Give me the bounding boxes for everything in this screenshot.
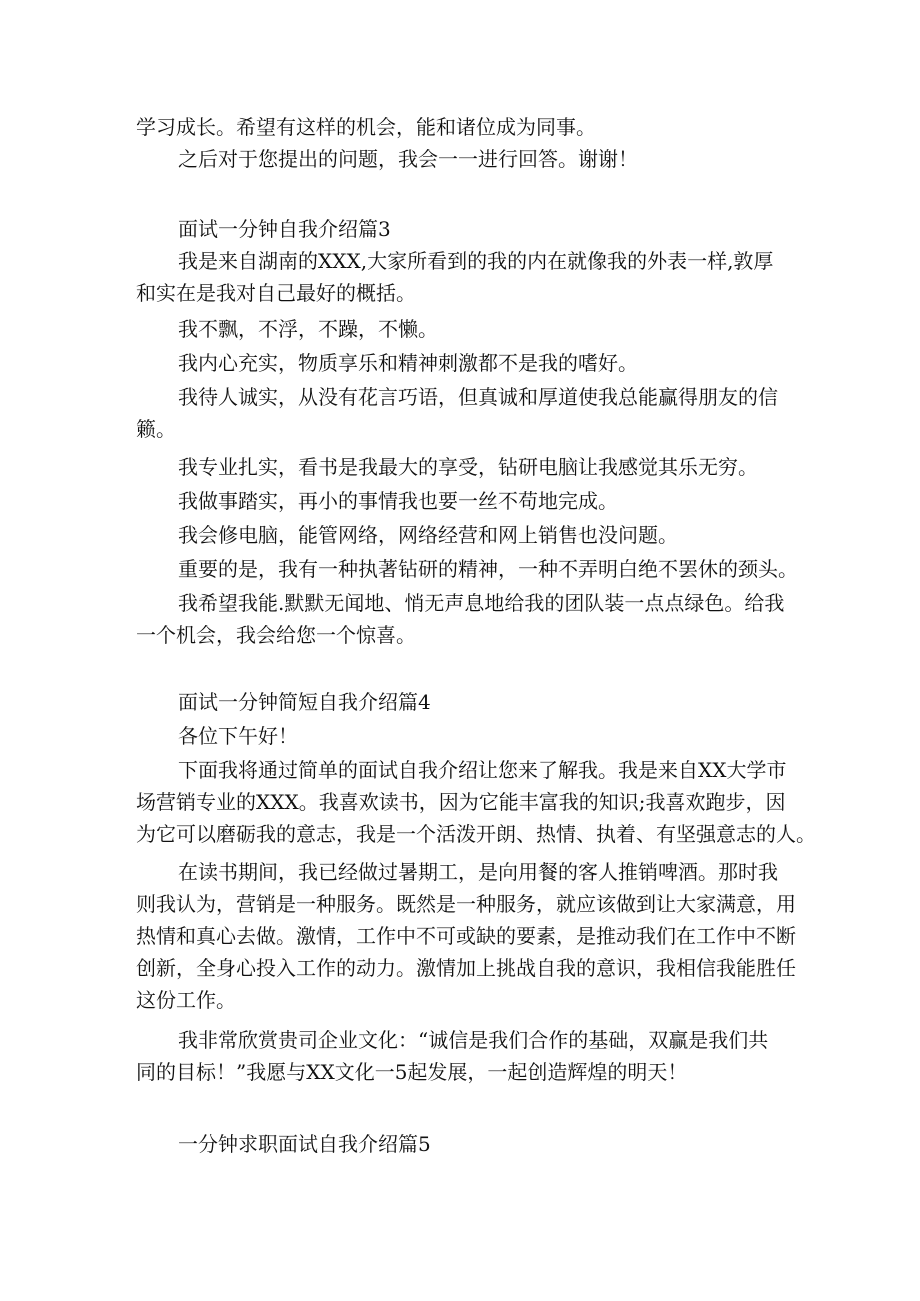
paragraph <box>136 451 796 483</box>
section-heading <box>136 1128 796 1160</box>
paragraph <box>136 1024 796 1088</box>
paragraph <box>136 347 796 379</box>
paragraph-line: 场营销专业的XXX。我喜欢读书，因为它能丰富我的知识;我喜欢跑步，因 <box>136 790 786 814</box>
paragraph-line: 创新，全身心投入工作的动力。激情加上挑战自我的意识，我相信我能胜任 <box>136 956 796 980</box>
paragraph-line: 我不飘，不浮，不躁，不懒。 <box>178 317 438 341</box>
paragraph <box>136 111 796 143</box>
paragraph-line: 我做事踏实，再小的事情我也要一丝不苟地完成。 <box>178 489 618 513</box>
paragraph <box>136 720 796 752</box>
paragraph-line: 之后对于您提出的问题，我会一一进行回答。谢谢！ <box>178 147 638 171</box>
section-heading <box>136 213 796 245</box>
paragraph <box>136 245 796 309</box>
paragraph-line: 我非常欣赏贵司企业文化：“诚信是我们合作的基础，双赢是我们共 <box>178 1028 769 1052</box>
paragraph-line: 重要的是，我有一种执著钻研的精神，一种不弄明白绝不罢休的颈头。 <box>178 557 798 581</box>
paragraph <box>136 856 796 1016</box>
paragraph-line: 籁。 <box>136 417 176 441</box>
paragraph-line: 我会修电脑，能管网络，网络经营和网上销售也没问题。 <box>178 523 678 547</box>
heading-text: 面试一分钟简短自我介绍篇4 <box>178 690 431 714</box>
paragraph <box>136 381 796 445</box>
paragraph-line: 为它可以磨砺我的意志，我是一个活泼开朗、热情、执着、有坚强意志的人。 <box>136 822 816 846</box>
paragraph-line: 下面我将通过简单的面试自我介绍让您来了解我。我是来自XX大学市 <box>178 758 787 782</box>
paragraph-line: 在读书期间，我已经做过暑期工，是向用餐的客人推销啤酒。那时我 <box>178 860 778 884</box>
paragraph-line: 这份工作。 <box>136 988 236 1012</box>
heading-text: 面试一分钟自我介绍篇3 <box>178 217 391 241</box>
paragraph <box>136 313 796 345</box>
paragraph-line: 我内心充实，物质享乐和精神刺激都不是我的嗜好。 <box>178 351 638 375</box>
section-heading <box>136 686 796 718</box>
paragraph <box>136 587 796 651</box>
paragraph-line: 和实在是我对自己最好的概括。 <box>136 281 416 305</box>
paragraph-line: 我是来自湖南的XXX,大家所看到的我的内在就像我的外表一样,敦厚 <box>178 249 774 273</box>
paragraph-line: 我待人诚实，从没有花言巧语，但真诚和厚道使我总能赢得朋友的信 <box>178 385 778 409</box>
paragraph-line: 热情和真心去做。激情，工作中不可或缺的要素，是推动我们在工作中不断 <box>136 924 796 948</box>
paragraph-line: 我专业扎实，看书是我最大的享受，钻研电脑让我感觉其乐无穷。 <box>178 455 758 479</box>
paragraph <box>136 143 796 175</box>
paragraph <box>136 553 796 585</box>
paragraph-line: 则我认为，营销是一种服务。既然是一种服务，就应该做到让大家满意，用 <box>136 892 796 916</box>
paragraph <box>136 754 816 850</box>
paragraph-line: 各位下午好！ <box>178 724 298 748</box>
paragraph <box>136 485 796 517</box>
heading-text: 一分钟求职面试自我介绍篇5 <box>178 1132 431 1156</box>
paragraph-line: 同的目标！”我愿与XX文化一5起发展，一起创造辉煌的明天！ <box>136 1060 688 1084</box>
paragraph-line: 学习成长。希望有这样的机会，能和诸位成为同事。 <box>136 115 596 139</box>
paragraph-line: 一个机会，我会给您一个惊喜。 <box>136 623 416 647</box>
paragraph <box>136 519 796 551</box>
paragraph-line: 我希望我能.默默无闻地、悄无声息地给我的团队装一点点绿色。给我 <box>178 591 785 615</box>
